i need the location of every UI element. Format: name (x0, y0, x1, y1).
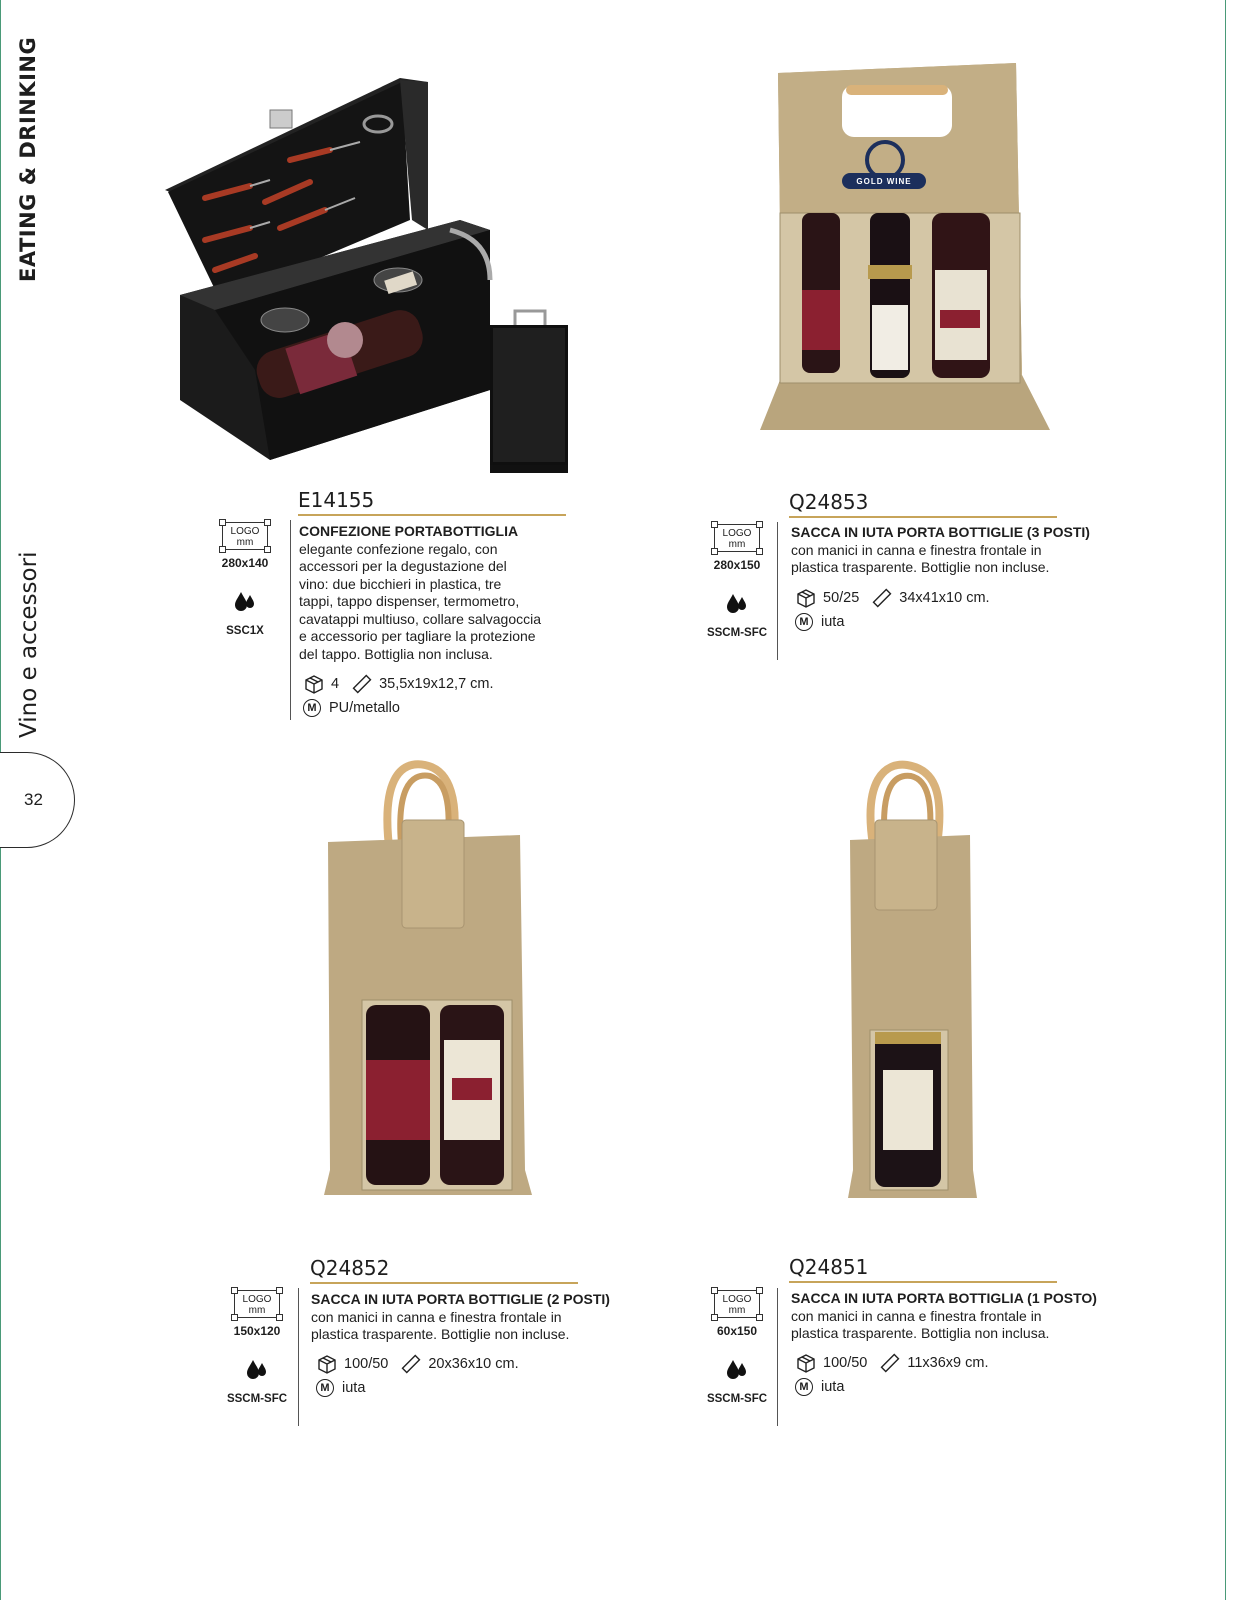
ink-drop-icon (724, 1356, 750, 1382)
box-icon (795, 587, 817, 609)
wine-case-image (160, 70, 585, 480)
code-underline (789, 516, 1057, 518)
logo-size: 280x150 (713, 558, 761, 572)
product-material: PU/metallo (329, 700, 400, 716)
jute-bag-3-image (760, 55, 1060, 440)
page-number: 32 (24, 790, 43, 809)
desc-line: accessori per la degustazione del (299, 558, 507, 574)
desc-line: elegante confezione regalo, con (299, 540, 498, 557)
product-title: CONFEZIONE PORTABOTTIGLIA (299, 523, 519, 539)
desc-line: del tappo. Bottiglia non inclusa. (299, 645, 493, 662)
ink-drop-icon (232, 588, 258, 614)
product-title: SACCA IN IUTA PORTA BOTTIGLIE (3 POSTI) (791, 524, 1090, 540)
product-specs (795, 1351, 1001, 1399)
bag-logo-print: GOLD WINE (856, 177, 912, 186)
ruler-icon (400, 1353, 422, 1375)
product-size: 20x36x10 cm. (428, 1356, 519, 1372)
ink-drop-icon (724, 590, 750, 616)
product-code: Q24853 (789, 490, 869, 514)
print-technique-code: SSCM-SFC (706, 1393, 768, 1405)
ruler-icon (871, 587, 893, 609)
desc-line: plastica trasparente. Bottiglia non inclusa. (791, 1325, 1050, 1341)
desc-line: con manici in canna e finestra frontale in (791, 541, 1042, 558)
jute-bag-1-image (845, 760, 980, 1205)
section-label: Vino e accessori (16, 551, 42, 738)
product-description (791, 1290, 1121, 1343)
print-info (696, 1290, 778, 1405)
box-icon (303, 673, 325, 695)
product-title: SACCA IN IUTA PORTA BOTTIGLIA (1 POSTO) (791, 1290, 1097, 1306)
logo-area-icon (714, 524, 760, 552)
product-size: 35,5x19x12,7 cm. (379, 676, 494, 692)
pack-quantity: 50/25 (823, 590, 860, 606)
product-description (299, 523, 599, 663)
separator (298, 1288, 299, 1426)
desc-line: e accessorio per tagliare la protezione (299, 628, 536, 644)
ink-drop-icon (244, 1356, 270, 1382)
code-underline (298, 514, 566, 516)
print-technique-code: SSCM-SFC (226, 1393, 288, 1405)
product-code: Q24851 (789, 1255, 869, 1279)
logo-size: 60x150 (716, 1324, 758, 1338)
pack-quantity: 100/50 (823, 1355, 868, 1371)
ruler-icon (351, 673, 373, 695)
logo-area-icon (234, 1290, 280, 1318)
material-m-icon: M (316, 1379, 334, 1397)
product-material: iuta (821, 614, 845, 630)
product-specs (795, 586, 1002, 634)
separator (777, 522, 778, 660)
desc-line: plastica trasparente. Bottiglie non incluse. (311, 1326, 570, 1342)
material-m-icon: M (303, 699, 321, 717)
logo-label-top: LOGO (722, 1294, 752, 1305)
product-material: iuta (821, 1379, 845, 1395)
product-size: 11x36x9 cm. (907, 1355, 989, 1371)
category-label: EATING & DRINKING (16, 36, 40, 282)
desc-line: con manici in canna e finestra frontale in (311, 1308, 562, 1325)
material-m-icon: M (795, 613, 813, 631)
desc-line: tappi, tappo dispenser, termometro, (299, 593, 520, 609)
code-underline (789, 1281, 1057, 1283)
print-info (696, 524, 778, 639)
product-specs (316, 1352, 531, 1400)
logo-label-bottom: mm (728, 539, 746, 550)
logo-size: 280x140 (221, 556, 269, 570)
product-material: iuta (342, 1380, 366, 1396)
pack-quantity: 100/50 (344, 1356, 389, 1372)
logo-label-top: LOGO (722, 528, 752, 539)
separator (290, 520, 291, 720)
separator (777, 1288, 778, 1426)
pack-quantity: 4 (331, 676, 340, 692)
product-code: E14155 (298, 488, 375, 512)
logo-label-bottom: mm (728, 1305, 746, 1316)
page-number-tab (0, 752, 75, 848)
desc-line: cavatappi multiuso, collare salvagoccia (299, 610, 542, 627)
logo-size: 150x120 (233, 1324, 281, 1338)
print-info (204, 522, 286, 637)
logo-label-top: LOGO (230, 526, 260, 537)
logo-area-icon (222, 522, 268, 550)
logo-area-icon (714, 1290, 760, 1318)
product-description (311, 1291, 631, 1344)
desc-line: vino: due bicchieri in plastica, tre (299, 575, 502, 592)
jute-bag-2-image (320, 760, 535, 1205)
material-m-icon: M (795, 1378, 813, 1396)
product-code: Q24852 (310, 1256, 390, 1280)
code-underline (310, 1282, 578, 1284)
print-technique-code: SSCM-SFC (706, 627, 768, 639)
ruler-icon (879, 1352, 901, 1374)
product-title: SACCA IN IUTA PORTA BOTTIGLIE (2 POSTI) (311, 1291, 610, 1307)
right-border-line (1225, 0, 1226, 1600)
print-info (216, 1290, 298, 1405)
logo-label-top: LOGO (242, 1294, 272, 1305)
desc-line: con manici in canna e finestra frontale in (791, 1307, 1042, 1324)
desc-line: plastica trasparente. Bottiglie non incluse. (791, 559, 1050, 575)
box-icon (316, 1353, 338, 1375)
logo-label-bottom: mm (248, 1305, 266, 1316)
print-technique-code: SSC1X (226, 625, 264, 637)
logo-label-bottom: mm (236, 537, 254, 548)
product-size: 34x41x10 cm. (899, 590, 990, 606)
product-description (791, 524, 1111, 577)
product-specs (303, 672, 506, 720)
box-icon (795, 1352, 817, 1374)
